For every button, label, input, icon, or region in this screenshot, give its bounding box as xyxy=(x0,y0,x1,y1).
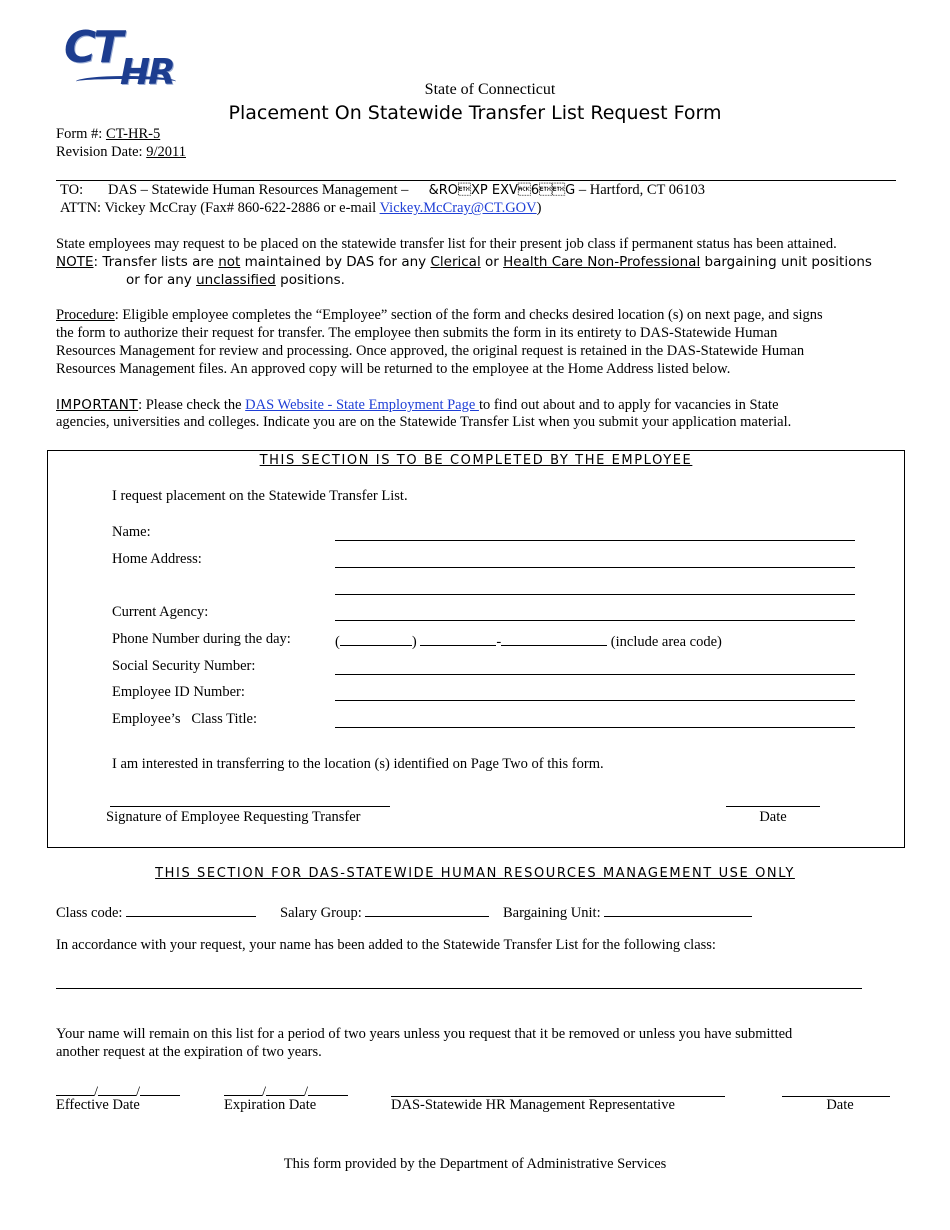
procedure-line-2: the form to authorize their request for transfer. The employee then submits the form in its entirety to DAS-Statewide Human xyxy=(56,325,778,341)
salary-group-row xyxy=(280,902,489,922)
class-code-row xyxy=(56,902,256,922)
bargaining-unit-field[interactable] xyxy=(604,902,752,917)
important-label: IMPORTANT xyxy=(56,397,139,413)
important-line-2: agencies, universities and colleges. Indicate you are on the Statewide Transfer List when you submit your application material. xyxy=(56,414,792,430)
revision-date: Revision Date: 9/2011 xyxy=(56,144,186,160)
procedure-label: Procedure xyxy=(56,307,115,323)
note-label: NOTE xyxy=(56,254,94,270)
employee-date-line[interactable] xyxy=(726,806,820,807)
class-title-field[interactable] xyxy=(335,727,855,728)
effective-year[interactable] xyxy=(140,1081,180,1096)
note-line-1: NOTE: Transfer lists are not maintained by DAS for any Clerical or Health Care Non-Professional bargaining unit positions xyxy=(56,254,872,270)
salary-group-field[interactable] xyxy=(365,902,489,917)
request-statement: I request placement on the Statewide Transfer List. xyxy=(112,488,408,504)
effective-month[interactable] xyxy=(56,1081,94,1096)
procedure-line-3: Resources Management for review and processing. Once approved, the original request is retained in the DAS-Statewide Human xyxy=(56,343,805,359)
intro-paragraph: State employees may request to be placed on the statewide transfer list for their present job class if permanent status has been attained. xyxy=(56,236,837,252)
phone-hint: (include area code) xyxy=(610,634,722,650)
to-garbled-text: &ROXP EXV6G xyxy=(412,183,576,198)
class-code-label: Class code: xyxy=(56,905,123,921)
home-address-field-2[interactable] xyxy=(335,594,855,595)
interest-statement: I am interested in transferring to the location (s) identified on Page Two of this form. xyxy=(112,756,604,772)
procedure-line-1: Procedure: Eligible employee completes the “Employee” section of the form and checks desired location (s) on next page, and signs xyxy=(56,307,823,323)
to-line: TO: xyxy=(60,182,84,198)
name-label: Name: xyxy=(112,524,151,540)
expiration-month[interactable] xyxy=(224,1081,262,1096)
phone-prefix-blank[interactable] xyxy=(420,631,496,646)
das-date-label: Date xyxy=(826,1097,854,1113)
class-code-field[interactable] xyxy=(126,902,256,917)
employee-id-label: Employee ID Number: xyxy=(112,684,245,700)
signature-label: Signature of Employee Requesting Transfer xyxy=(106,809,361,825)
revision-date-value: 9/2011 xyxy=(146,144,186,160)
expiration-date-field[interactable]: / / xyxy=(224,1081,348,1101)
note-line-2: or for any unclassified positions. xyxy=(126,272,345,288)
attn-line: ATTN: Vickey McCray (Fax# 860-622-2886 or e-mail Vickey.McCray@CT.GOV) xyxy=(60,200,542,216)
effective-day[interactable] xyxy=(98,1081,136,1096)
class-name-field[interactable] xyxy=(56,988,862,989)
name-field[interactable] xyxy=(335,540,855,541)
expiration-date-label: Expiration Date xyxy=(224,1097,317,1113)
procedure-line-4: Resources Management files. An approved copy will be returned to the employee at the Home Address listed below. xyxy=(56,361,731,377)
remain-line-2: another request at the expiration of two years. xyxy=(56,1044,322,1060)
home-address-label: Home Address: xyxy=(112,551,202,567)
phone-field[interactable]: ( ) - (include area code) xyxy=(335,631,722,651)
bargaining-unit-row xyxy=(503,902,752,922)
expiration-day[interactable] xyxy=(266,1081,304,1096)
footer-text: This form provided by the Department of Administrative Services xyxy=(283,1156,667,1172)
das-website-link[interactable]: DAS Website - State Employment Page xyxy=(245,397,479,413)
expiration-year[interactable] xyxy=(308,1081,348,1096)
form-title: Placement On Statewide Transfer List Request Form xyxy=(228,102,722,124)
accordance-statement: In accordance with your request, your name has been added to the Statewide Transfer List for the following class: xyxy=(56,937,716,953)
phone-line-blank[interactable] xyxy=(501,631,607,646)
das-section-title: THIS SECTION FOR DAS-STATEWIDE HUMAN RESOURCES MANAGEMENT USE ONLY xyxy=(155,866,795,881)
to-address: DAS – Statewide Human Resources Management – &ROXP EXV6G – Hartford, CT 06103 xyxy=(108,182,706,198)
current-agency-field[interactable] xyxy=(335,620,855,621)
area-code-blank[interactable] xyxy=(340,631,412,646)
home-address-field-1[interactable] xyxy=(335,567,855,568)
bargaining-unit-label: Bargaining Unit: xyxy=(503,905,601,921)
effective-date-field[interactable]: / / xyxy=(56,1081,180,1101)
employee-date-label: Date xyxy=(759,809,787,825)
header-divider xyxy=(56,180,896,181)
salary-group-label: Salary Group: xyxy=(280,905,362,921)
representative-label: DAS-Statewide HR Management Representative xyxy=(391,1097,675,1113)
remain-line-1: Your name will remain on this list for a period of two years unless you request that it be removed or unless you have submitted xyxy=(56,1026,793,1042)
state-heading: State of Connecticut xyxy=(424,81,556,98)
important-line-1: IMPORTANT: Please check the DAS Website - State Employment Page to find out about and to apply for vacancies in State xyxy=(56,397,779,413)
form-number: Form #: CT-HR-5 xyxy=(56,126,161,142)
email-link[interactable]: Vickey.McCray@CT.GOV xyxy=(379,200,537,216)
signature-line[interactable] xyxy=(110,806,390,807)
logo-ct: CT xyxy=(64,22,121,73)
employee-id-field[interactable] xyxy=(335,700,855,701)
effective-date-label: Effective Date xyxy=(56,1097,140,1113)
logo-hr: HR xyxy=(120,52,174,93)
phone-label: Phone Number during the day: xyxy=(112,631,291,647)
ssn-label: Social Security Number: xyxy=(112,658,256,674)
form-number-value: CT-HR-5 xyxy=(105,126,161,142)
ssn-field[interactable] xyxy=(335,674,855,675)
current-agency-label: Current Agency: xyxy=(112,604,209,620)
employee-section-title: THIS SECTION IS TO BE COMPLETED BY THE EMPLOYEE xyxy=(259,453,693,468)
class-title-label: Employee’s Class Title: xyxy=(112,711,258,727)
